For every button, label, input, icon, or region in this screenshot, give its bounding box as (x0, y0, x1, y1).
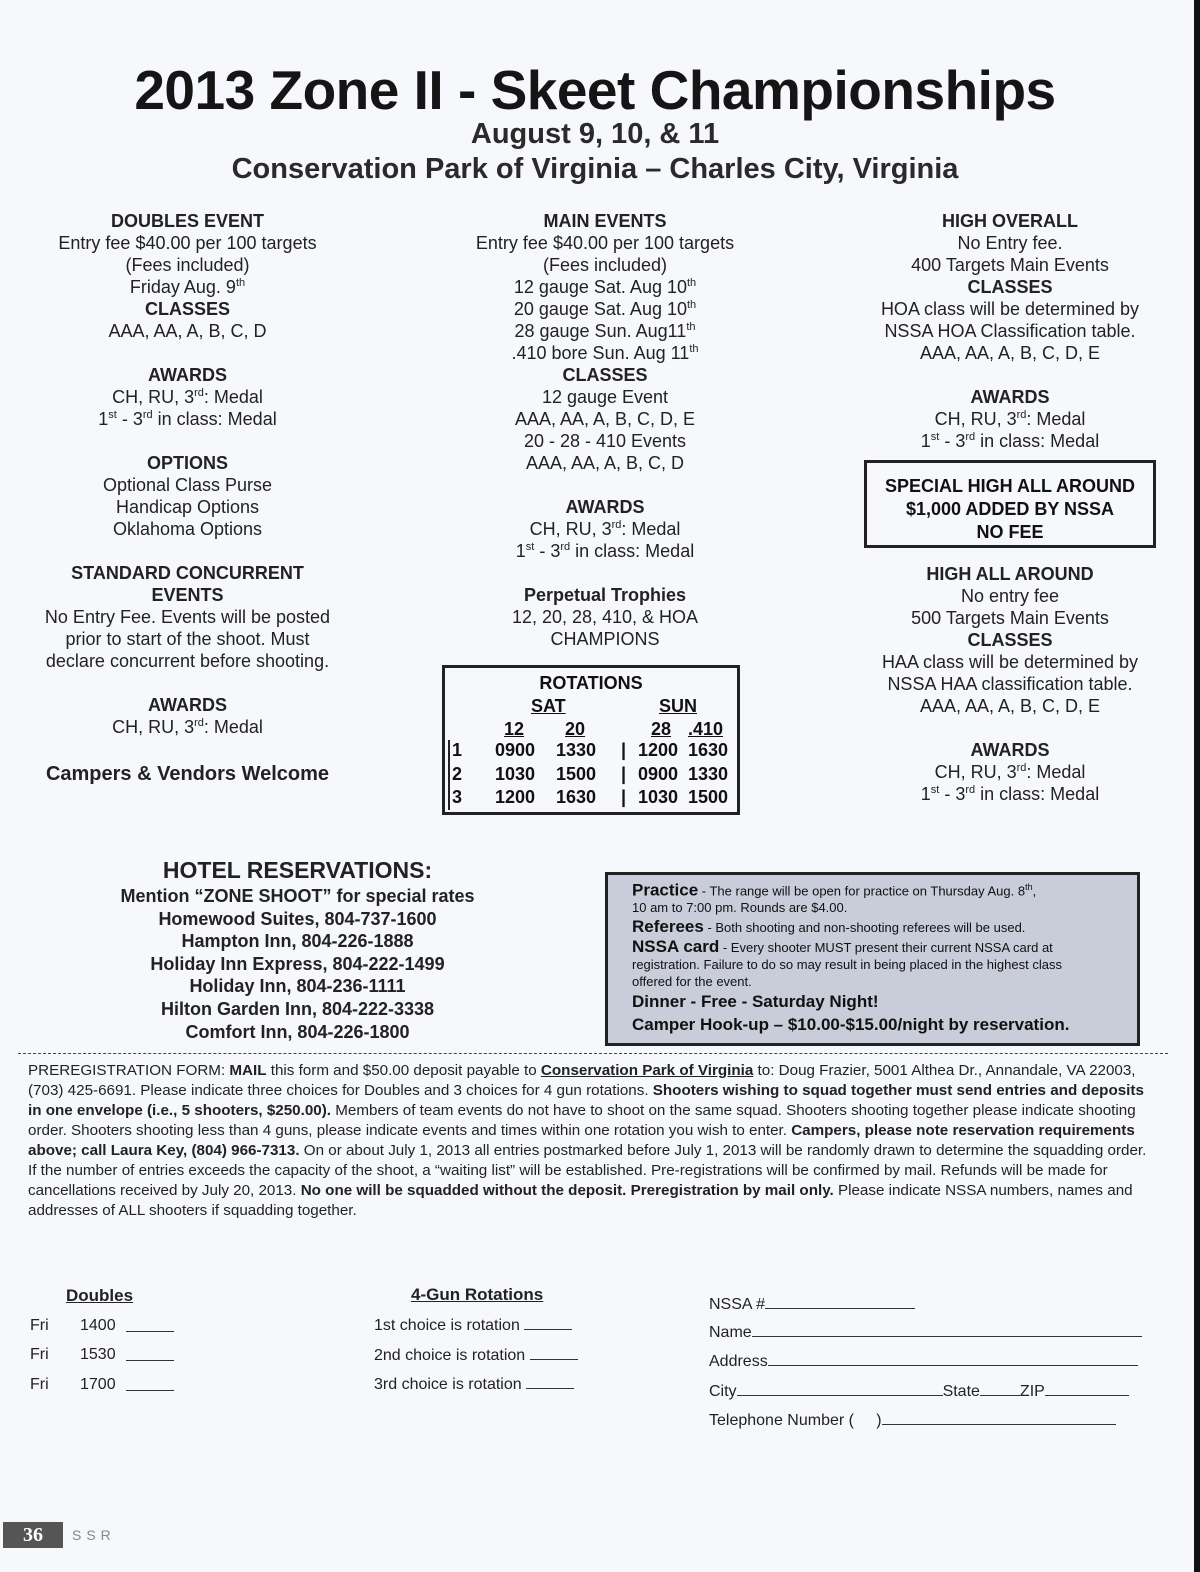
rotation-choice-field[interactable] (530, 1345, 578, 1360)
perpetual-line: 12, 20, 28, 410, & HOA (511, 607, 699, 627)
main-classes-line: 12 gauge Event (541, 387, 669, 407)
rotation-time: 1030 (638, 787, 679, 807)
haa-heading: HIGH ALL AROUND (926, 564, 1094, 584)
rotation-choice: 3rd choice is rotation (374, 1374, 574, 1394)
practice-row-2: 10 am to 7:00 pm. Rounds are $4.00. (632, 900, 848, 916)
haa-awards-1: CH, RU, 3rd: Medal (934, 762, 1086, 782)
main-event-item: .410 bore Sun. Aug 11th (511, 343, 699, 363)
rotation-time: 1330 (556, 740, 597, 760)
rotation-separator: | (621, 787, 627, 807)
hoa-awards-2: 1st - 3rd in class: Medal (920, 431, 1100, 451)
doubles-form-heading: Doubles (66, 1286, 134, 1305)
doubles-choice-field[interactable] (126, 1346, 174, 1366)
event-location: Conservation Park of Virginia – Charles City, Virginia (231, 153, 959, 185)
main-fee: Entry fee $40.00 per 100 targets (475, 233, 735, 253)
hoa-classes-heading: CLASSES (967, 277, 1053, 297)
main-event-item: 28 gauge Sun. Aug11th (514, 321, 696, 341)
rotations-title: ROTATIONS (539, 673, 643, 693)
main-classes-line: AAA, AA, A, B, C, D, E (514, 409, 696, 429)
gauge-label: .410 (688, 719, 724, 739)
special-line: NO FEE (976, 522, 1044, 542)
hotel-line: Comfort Inn, 804-226-1800 (185, 1021, 410, 1042)
doubles-time: 1400 (80, 1317, 116, 1334)
nssa-row-2: registration. Failure to do so may result in being placed in the highest class (632, 957, 1062, 973)
hoa-awards-heading: AWARDS (970, 387, 1050, 407)
doubles-classes: AAA, AA, A, B, C, D (108, 321, 267, 341)
name-row: Name (709, 1322, 1142, 1342)
main-classes-heading: CLASSES (562, 365, 648, 385)
doubles-heading: DOUBLES EVENT (110, 211, 265, 231)
main-events-column (440, 210, 770, 650)
haa-classes-line: AAA, AA, A, B, C, D, E (919, 696, 1101, 716)
options-heading: OPTIONS (146, 453, 228, 473)
hotel-reservations (100, 855, 495, 1043)
gauge-label: 28 (651, 719, 672, 739)
doubles-awards-2: 1st - 3rd in class: Medal (98, 409, 277, 429)
camper-row: Camper Hook-up – $10.00-$15.00/night by reservation. (632, 1015, 1070, 1035)
hotel-line: Homewood Suites, 804-737-1600 (158, 908, 437, 929)
rotation-time: 0900 (638, 764, 679, 784)
option-item: Handicap Options (115, 497, 260, 517)
event-dates: August 9, 10, & 11 (470, 118, 720, 150)
option-item: Oklahoma Options (112, 519, 263, 539)
city-row: City State ZIP (709, 1381, 1129, 1401)
haa-line: No entry fee (960, 586, 1060, 606)
hoa-classes-line: HOA class will be determined by (880, 299, 1140, 319)
rotation-time: 1330 (688, 764, 729, 784)
doubles-awards-heading: AWARDS (147, 365, 227, 385)
referees-row: Referees - Both shooting and non-shooting referees will be used. (632, 917, 1026, 937)
doubles-classes-heading: CLASSES (144, 299, 231, 319)
main-awards-1: CH, RU, 3rd: Medal (529, 519, 681, 539)
page-edge (1194, 0, 1200, 1572)
option-item: Optional Class Purse (102, 475, 273, 495)
zip-field[interactable] (1045, 1381, 1129, 1396)
hotel-line: Hilton Garden Inn, 804-222-3338 (160, 998, 435, 1019)
doubles-day: Fri (30, 1317, 49, 1334)
haa-awards-2: 1st - 3rd in class: Medal (920, 784, 1100, 804)
concurrent-heading-1: STANDARD CONCURRENT (71, 563, 304, 583)
rotation-separator: | (621, 764, 627, 784)
rotation-time: 1200 (638, 740, 679, 760)
preregistration-text: PREREGISTRATION FORM: MAIL this form and $50.00 deposit payable to Conservation Park of Virginia to: Doug Frazier, 5001 Althea Dr., Annandale, VA 22003, (703) 425-6691. Please indicate three choices for Doubles and 3 choices for 4 gun rotations. Shooters wishing to squad together must send entries and deposits in one envelope (i.e., 5 shooters, $250.00). Members of team events do not have to shoot on the same squad. Shooters shooting together please indicate shooting order. Shooters shooting less than 4 guns, please indicate events and times within one rotation you wish to enter. Campers, please note reservation requirements above; call Laura Key, (804) 966-7313. On or about July 1, 2013 all entries postmarked before July 1, 2013 will be randomly drawn to determine the squadding order. If the number of entries exceeds the capacity of the shoot, a “waiting list” will be established. Pre-registrations will be confirmed by mail. Refunds will be made for cancellations received by July 20, 2013. No one will be squadded without the deposit. Preregistration by mail only. Please indicate NSSA numbers, names and addresses of ALL shooters if squadding together. (28, 1062, 1147, 1219)
main-classes-line: AAA, AA, A, B, C, D (525, 453, 685, 473)
nssa-number-row: NSSA # (709, 1294, 915, 1314)
perpetual-heading: Perpetual Trophies (523, 585, 687, 605)
concurrent-heading-2: EVENTS (151, 585, 224, 605)
phone-field[interactable] (882, 1410, 1116, 1425)
doubles-time: 1700 (80, 1376, 116, 1393)
sun-label: SUN (659, 696, 698, 716)
special-high-all-around-box (864, 460, 1156, 548)
page-title: 2013 Zone II - Skeet Championships (134, 59, 1056, 121)
doubles-choice-field[interactable] (126, 1376, 174, 1396)
nssa-row: NSSA card - Every shooter MUST present their current NSSA card at (632, 937, 1053, 957)
doubles-awards-1: CH, RU, 3rd: Medal (112, 387, 263, 407)
rotation-time: 1200 (495, 787, 536, 807)
rotation-choice: 1st choice is rotation (374, 1315, 572, 1335)
nssa-row-3: offered for the event. (632, 974, 752, 990)
sat-label: SAT (531, 696, 566, 716)
gauge-label: 12 (504, 719, 525, 739)
doubles-day: Fri (30, 1376, 49, 1393)
main-event-item: 12 gauge Sat. Aug 10th (513, 277, 697, 297)
concurrent-line: No Entry Fee. Events will be posted (44, 607, 331, 627)
haa-classes-heading: CLASSES (967, 630, 1053, 650)
rotation-choice-field[interactable] (524, 1315, 572, 1330)
hotel-heading: HOTEL RESERVATIONS: (162, 857, 433, 883)
hoa-heading: HIGH OVERALL (941, 211, 1078, 231)
concurrent-awards: CH, RU, 3rd: Medal (112, 717, 263, 737)
hoa-line: 400 Targets Main Events (911, 255, 1109, 275)
concurrent-awards-heading: AWARDS (147, 695, 227, 715)
city-field[interactable] (737, 1381, 943, 1396)
haa-classes-line: NSSA HAA classification table. (887, 674, 1133, 694)
hoa-awards-1: CH, RU, 3rd: Medal (934, 409, 1086, 429)
rotation-separator: | (621, 740, 627, 760)
rotation-time: 1630 (556, 787, 597, 807)
rotation-number: 2 (452, 764, 463, 784)
high-overall-column (860, 210, 1160, 452)
doubles-day: Fri (30, 1346, 49, 1363)
nssa-number-field[interactable] (765, 1294, 915, 1309)
doubles-fee: Entry fee $40.00 per 100 targets (58, 233, 317, 253)
rotation-number: 3 (452, 787, 463, 807)
hotel-line: Holiday Inn, 804-236-1111 (189, 976, 406, 997)
hoa-classes-line: AAA, AA, A, B, C, D, E (919, 343, 1101, 363)
address-field[interactable] (768, 1351, 1138, 1366)
special-line: $1,000 ADDED BY NSSA (905, 499, 1115, 519)
doubles-column (20, 210, 355, 738)
special-line: SPECIAL HIGH ALL AROUND (884, 476, 1135, 496)
concurrent-line: declare concurrent before shooting. (45, 651, 330, 671)
main-classes-line: 20 - 28 - 410 Events (523, 431, 687, 451)
hotel-line: Hampton Inn, 804-226-1888 (181, 931, 414, 952)
rotation-choice-field[interactable] (526, 1374, 574, 1389)
rotation-time: 1030 (495, 764, 536, 784)
rotation-time: 1500 (688, 787, 729, 807)
perpetual-line: CHAMPIONS (550, 629, 660, 649)
rotation-time: 1630 (688, 740, 729, 760)
main-awards-2: 1st - 3rd in class: Medal (515, 541, 695, 561)
hotel-line: Mention “ZONE SHOOT” for special rates (120, 886, 475, 906)
rotation-number: 1 (452, 740, 463, 760)
campers-welcome: Campers & Vendors Welcome (45, 763, 330, 785)
haa-line: 500 Targets Main Events (911, 608, 1109, 628)
haa-awards-heading: AWARDS (970, 740, 1050, 760)
rotation-choice: 2nd choice is rotation (374, 1345, 578, 1365)
main-awards-heading: AWARDS (565, 497, 645, 517)
doubles-fees-included: (Fees included) (125, 255, 250, 275)
magazine-name: SSR (72, 1527, 116, 1543)
hoa-line: No Entry fee. (957, 233, 1063, 253)
dinner-row: Dinner - Free - Saturday Night! (632, 992, 879, 1012)
hoa-classes-line: NSSA HOA Classification table. (884, 321, 1136, 341)
doubles-choice-field[interactable] (126, 1317, 174, 1337)
rotation-time: 0900 (495, 740, 536, 760)
rotations-table (442, 665, 740, 815)
phone-row: Telephone Number ( ) (709, 1410, 1116, 1430)
page-number: 36 (3, 1522, 63, 1548)
name-field[interactable] (752, 1322, 1142, 1337)
doubles-time: 1530 (80, 1346, 116, 1363)
rotation-time: 1500 (556, 764, 597, 784)
practice-row: Practice - The range will be open for practice on Thursday Aug. 8th, (632, 880, 1037, 900)
concurrent-line: prior to start of the shoot. Must (65, 629, 310, 649)
hotel-line: Holiday Inn Express, 804-222-1499 (150, 953, 445, 974)
form-divider (18, 1053, 1168, 1054)
gauge-label: 20 (565, 719, 586, 739)
main-event-item: 20 gauge Sat. Aug 10th (513, 299, 697, 319)
doubles-date: Friday Aug. 9th (129, 277, 246, 297)
practice-info-box (605, 872, 1140, 1046)
main-heading: MAIN EVENTS (543, 211, 667, 231)
high-all-around-column (860, 563, 1160, 805)
rotation-form-heading: 4-Gun Rotations (411, 1285, 544, 1304)
main-fees-included: (Fees included) (542, 255, 668, 275)
address-row: Address (709, 1351, 1138, 1371)
haa-classes-line: HAA class will be determined by (881, 652, 1139, 672)
state-field[interactable] (980, 1381, 1020, 1396)
